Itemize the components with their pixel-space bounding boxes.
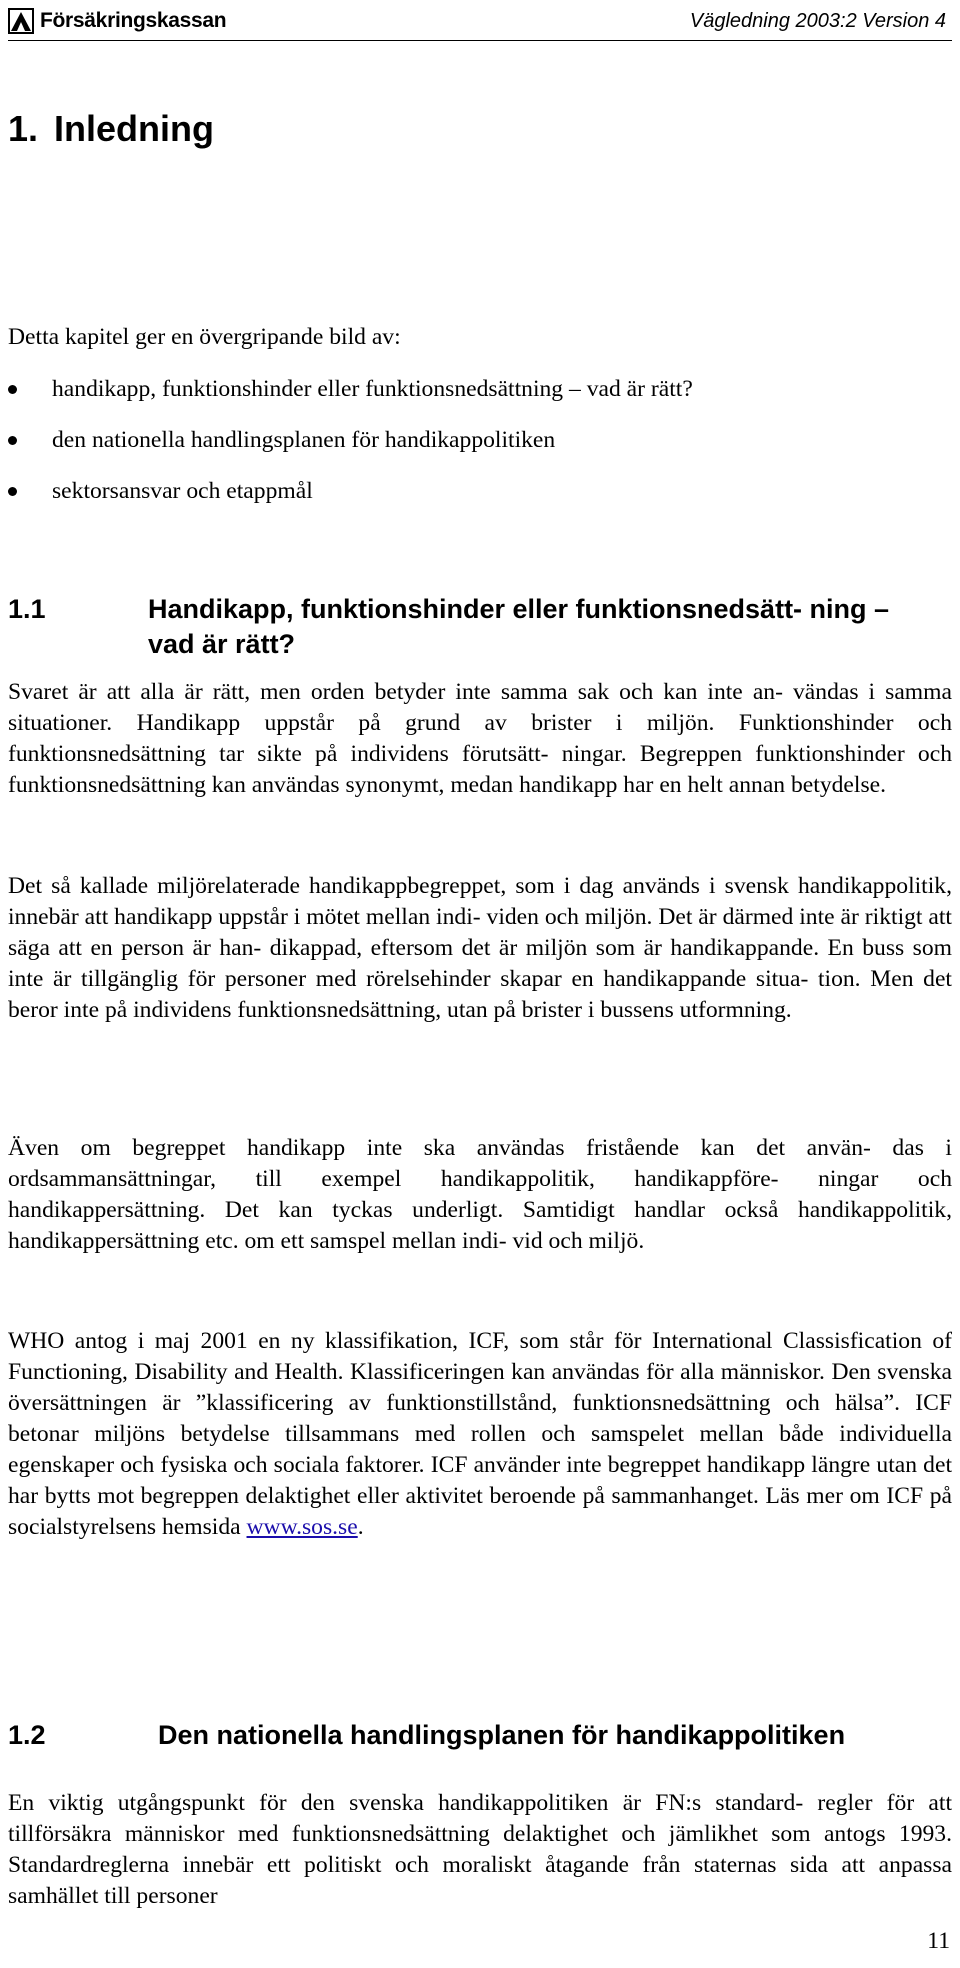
logo-icon [8, 8, 34, 34]
logo-text: Försäkringskassan [40, 9, 227, 32]
section-number: 1.2 [8, 1720, 46, 1750]
bullet-icon [8, 487, 17, 496]
paragraph: Det så kallade miljörelaterade handikappbegreppet, som i dag används i svensk handikappolitik, innebär att handikapp uppstår i mötet mellan indi- viden och miljön. Det är därmed inte är riktigt att säga att en person är han- dikappad, eftersom det är miljön som är handikappande. En buss som inte är tillgänglig för personer med rörelsehinder skapar en handikappande situa- tion. Men det beror inte på individens funktionsnedsättning, utan på brister i bussens utformning. [8, 873, 952, 1023]
chapter-heading [8, 108, 214, 150]
bullet-icon [8, 436, 17, 445]
paragraph: Även om begreppet handikapp inte ska användas fristående kan det använ- das i ordsammansättningar, till exempel handikappolitik, handikappföre- ningar och handikappersättning. Det kan tyckas underligt. Samtidigt handlar också handikappolitik, handikappersättning etc. om ett samspel mellan indi- vid och miljö. [8, 1135, 952, 1254]
section-title: Handikapp, funktionshinder eller funktionsnedsätt- ning – vad är rätt? [148, 594, 890, 659]
list-item: den nationella handlingsplanen för handikappolitiken [8, 425, 952, 476]
chapter-title: Inledning [54, 108, 214, 149]
document-reference: Vägledning 2003:2 Version 4 [689, 10, 946, 32]
paragraph: En viktig utgångspunkt för den svenska handikappolitiken är FN:s standard- regler för att tillförsäkra människor med funktionsnedsättning delaktighet och jämlikhet som antogs 1993. Standardreglerna innebär ett politiskt och moraliskt åtagande från staternas sida att anpassa samhället till personer [8, 1790, 952, 1909]
sos-website-link[interactable]: www.sos.se [246, 1514, 358, 1540]
header-divider [8, 40, 952, 41]
chapter-number: 1. [8, 108, 39, 149]
list-item: sektorsansvar och etappmål [8, 476, 952, 527]
section-title: Den nationella handlingsplanen för handikappolitiken [158, 1720, 846, 1750]
logo [8, 8, 226, 34]
list-item: handikapp, funktionshinder eller funktionsnedsättning – vad är rätt? [8, 374, 952, 425]
section-heading-1-2 [8, 1718, 845, 1753]
page-number: 11 [927, 1928, 950, 1954]
section-heading-1-1 [8, 592, 928, 662]
bullet-icon [8, 385, 17, 394]
section-number: 1.1 [8, 594, 46, 624]
intro-text: Detta kapitel ger en övergripande bild av: [8, 324, 401, 350]
paragraph: Svaret är att alla är rätt, men orden betyder inte samma sak och kan inte an- vändas i samma situationer. Handikapp uppstår på grund av brister i miljön. Funktionshinder och funktionsnedsättning tar sikte på individens förutsätt- ningar. Begreppen funktionshinder och funktionsnedsättning kan användas synonymt, medan handikapp har en helt annan betydelse. [8, 679, 952, 798]
page-header [0, 0, 960, 44]
bullet-list [8, 374, 952, 527]
paragraph-with-link: WHO antog i maj 2001 en ny klassifikation, ICF, som står för International Classisfication of Functioning, Disability and Health. Klassificeringen kan användas för alla människor. Den svenska översättningen är ”klassificering av funktionstillstånd, funktionsnedsättning och hälsa”. ICF betonar miljöns betydelse tillsammans med rollen och samspelet mellan både individuella egenskaper och fysiska och sociala faktorer. ICF använder inte begreppet handikapp längre utan det har bytts mot begreppen delaktighet eller aktivitet beroende på sammanhanget. Läs mer om ICF på socialstyrelsens hemsida www.sos.se. [8, 1328, 952, 1540]
